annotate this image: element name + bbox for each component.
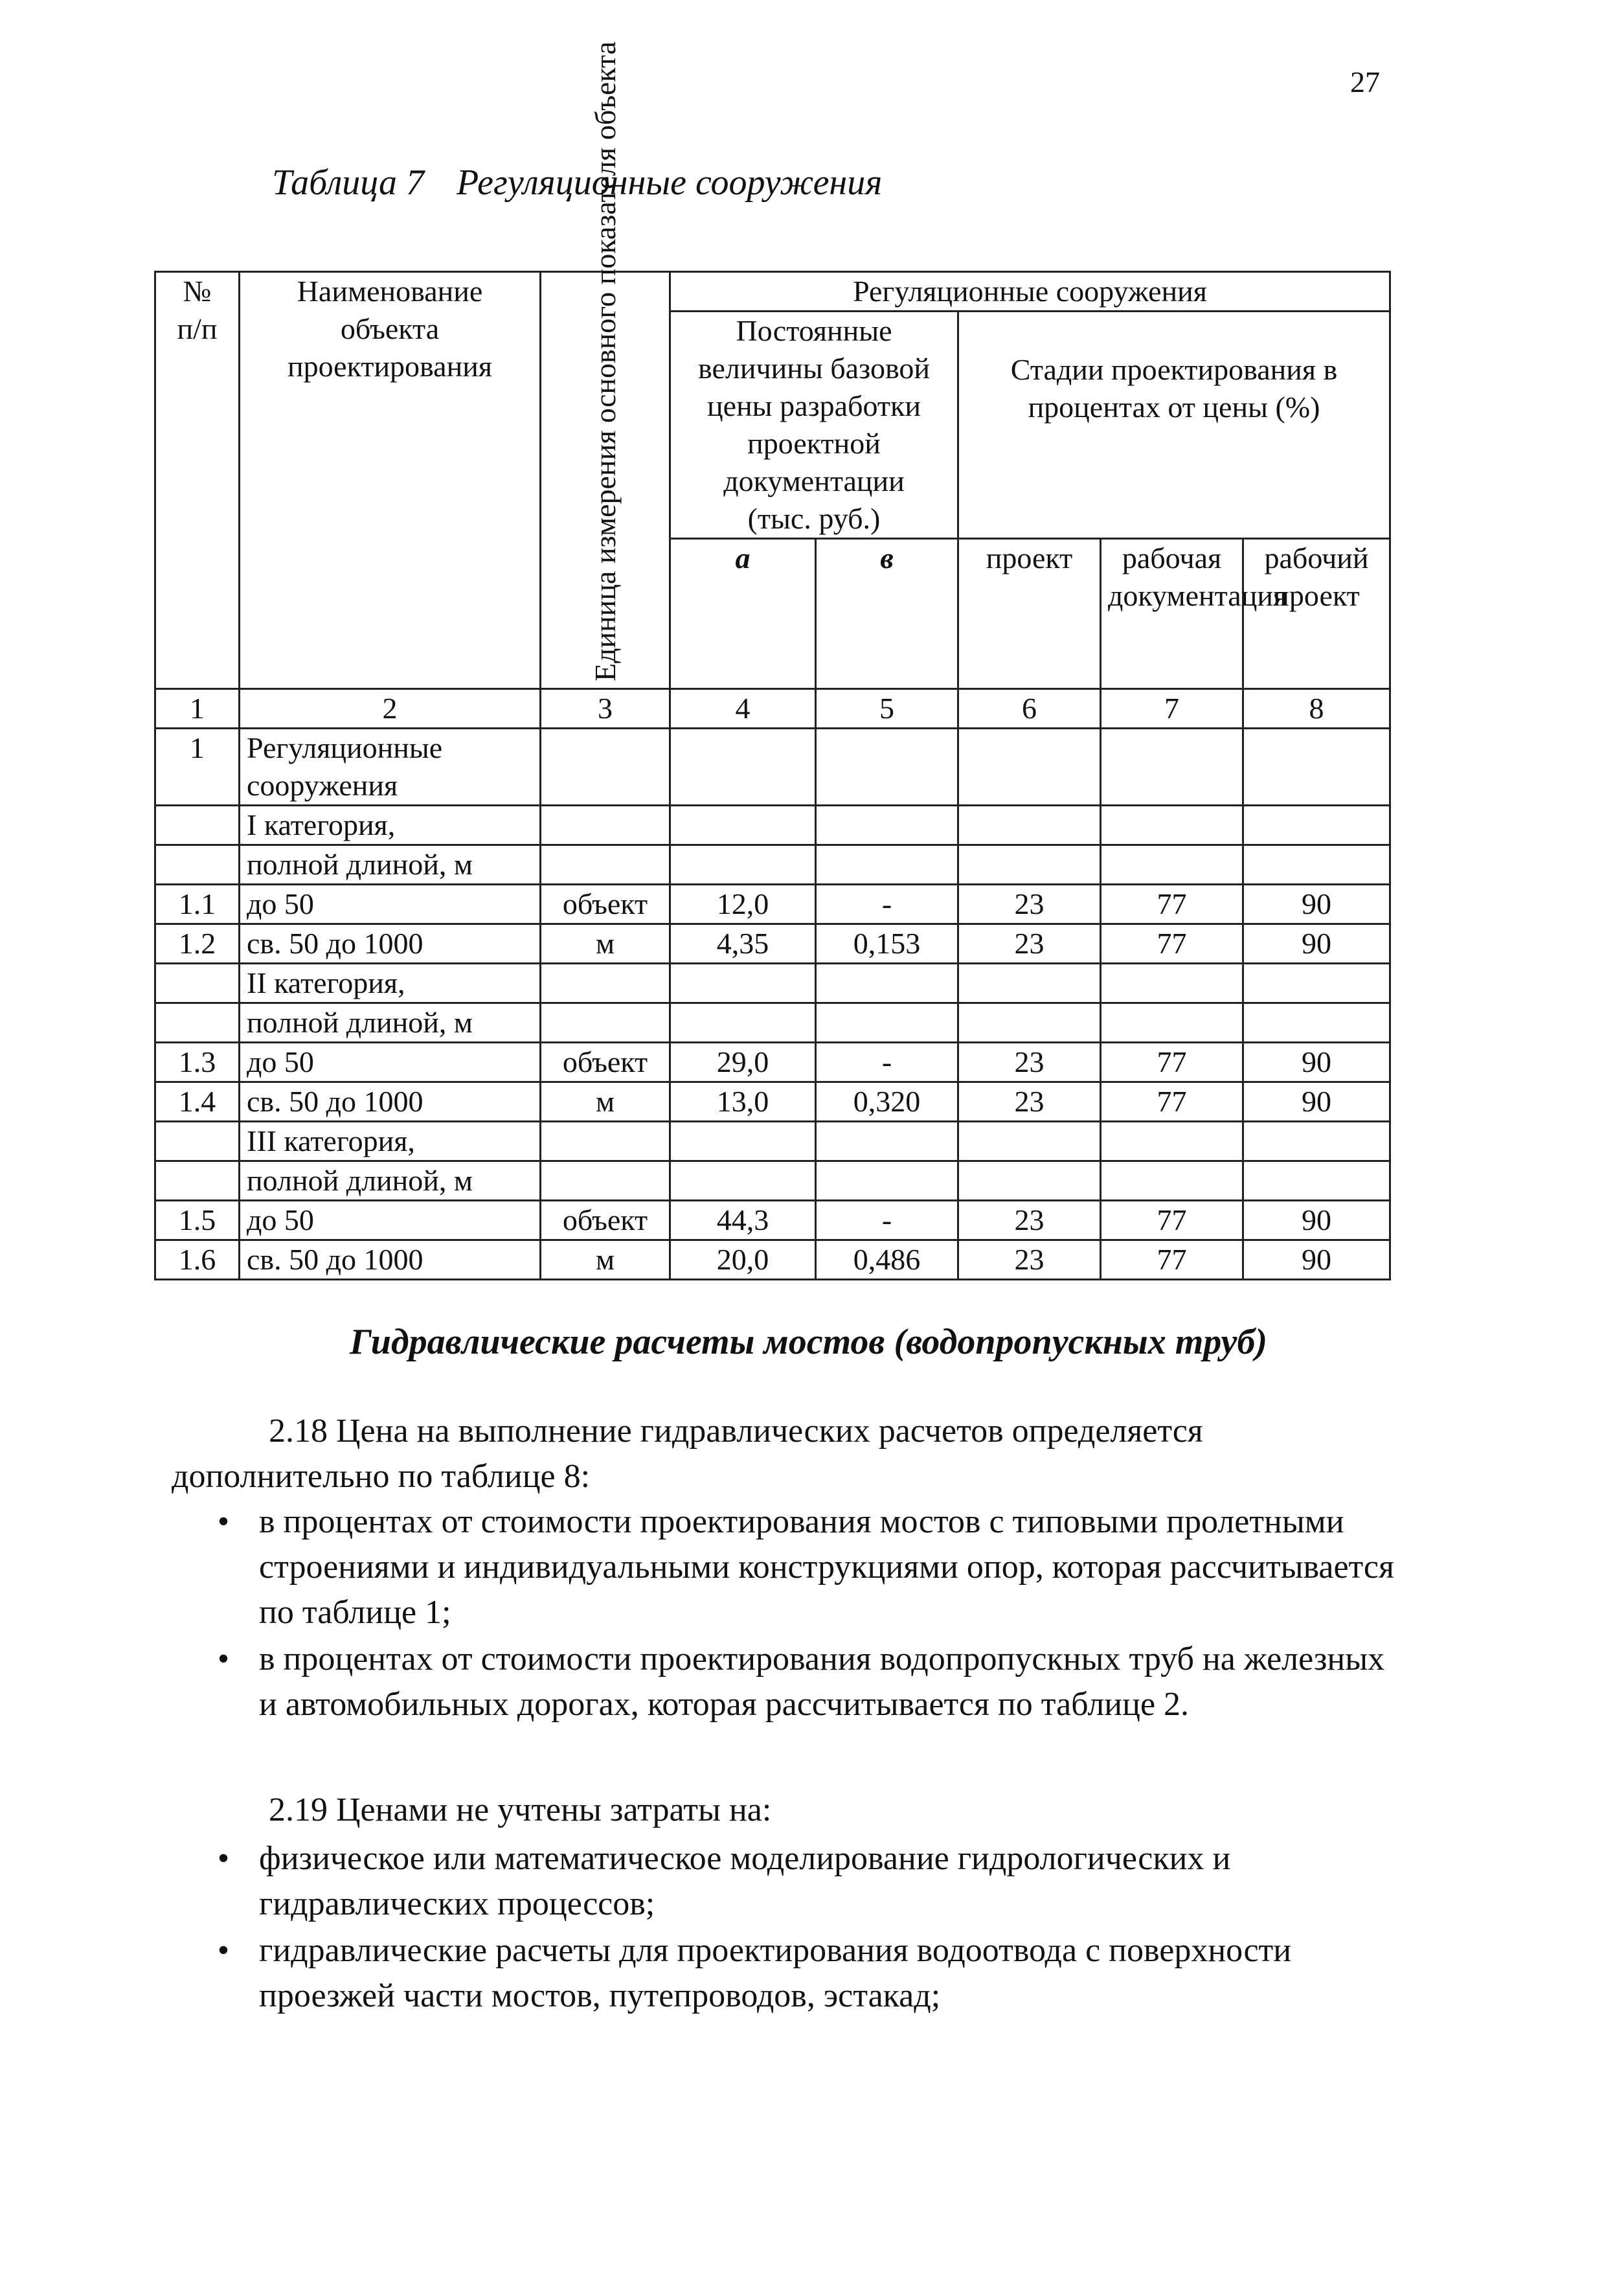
- row-b: [816, 964, 958, 1003]
- header-unit-text: Единица измерения основного показателя объекта: [588, 41, 622, 681]
- row-workproj: 90: [1243, 924, 1390, 964]
- row-a: 44,3: [670, 1201, 816, 1240]
- table-row: [155, 806, 1390, 845]
- header-stages: Стадии проектирования в процентах от цены (%): [958, 312, 1390, 539]
- row-a: [670, 806, 816, 845]
- col-number: 2: [240, 689, 541, 729]
- row-project: [958, 964, 1101, 1003]
- table-row: [155, 1122, 1390, 1161]
- row-b: -: [816, 1043, 958, 1082]
- row-workproj: [1243, 729, 1390, 806]
- row-workdoc: 77: [1101, 924, 1243, 964]
- row-name: до 50: [240, 885, 541, 924]
- header-const-unit: (тыс. руб.): [747, 502, 881, 535]
- row-workdoc: 77: [1101, 1201, 1243, 1240]
- header-a: а: [670, 539, 816, 689]
- bullet-list-2-19: [217, 1836, 1399, 2020]
- row-unit: объект: [541, 885, 670, 924]
- row-unit: м: [541, 1240, 670, 1280]
- col-number: 5: [816, 689, 958, 729]
- row-workdoc: 77: [1101, 885, 1243, 924]
- table-row: [155, 964, 1390, 1003]
- row-num: 1.1: [155, 885, 240, 924]
- row-b: [816, 1122, 958, 1161]
- bullet-dot-icon: •: [217, 1932, 230, 1969]
- table-row: [155, 729, 1390, 806]
- header-workdoc: рабочая документация: [1101, 539, 1243, 689]
- row-workdoc: 77: [1101, 1240, 1243, 1280]
- row-unit: м: [541, 1082, 670, 1122]
- row-project: [958, 1003, 1101, 1043]
- row-workdoc: [1101, 1003, 1243, 1043]
- row-workproj: [1243, 1122, 1390, 1161]
- paragraph-2-19: 2.19 Ценами не учтены затраты на:: [269, 1791, 772, 1828]
- row-a: [670, 845, 816, 885]
- row-b: [816, 1161, 958, 1201]
- row-project: 23: [958, 1082, 1101, 1122]
- header-b: в: [816, 539, 958, 689]
- row-workproj: 90: [1243, 1201, 1390, 1240]
- row-a: 20,0: [670, 1240, 816, 1280]
- row-unit: объект: [541, 1201, 670, 1240]
- col-number: 8: [1243, 689, 1390, 729]
- row-b: 0,486: [816, 1240, 958, 1280]
- col-number: 7: [1101, 689, 1243, 729]
- bullet-dot-icon: •: [217, 1503, 230, 1540]
- row-workproj: 90: [1243, 1240, 1390, 1280]
- row-project: [958, 1161, 1101, 1201]
- table-row: [155, 1082, 1390, 1122]
- row-project: [958, 729, 1101, 806]
- row-unit: [541, 964, 670, 1003]
- row-workdoc: 77: [1101, 1043, 1243, 1082]
- section-heading: Гидравлические расчеты мостов (водопропускных труб): [350, 1322, 1268, 1362]
- row-workproj: 90: [1243, 1082, 1390, 1122]
- row-project: 23: [958, 1043, 1101, 1082]
- bullet-list-2-18: [217, 1499, 1399, 1729]
- row-workdoc: [1101, 964, 1243, 1003]
- row-name: Регуляционные сооружения: [240, 729, 541, 806]
- row-unit: [541, 1161, 670, 1201]
- row-name: св. 50 до 1000: [240, 924, 541, 964]
- row-name: полной длиной, м: [240, 1003, 541, 1043]
- table-title: [272, 162, 882, 203]
- bullet-text: в процентах от стоимости проектирования водопропускных труб на железных и автомобильных дорогах, которая рассчитывается по таблице 2.: [259, 1641, 1385, 1723]
- row-a: [670, 1003, 816, 1043]
- col-number: 4: [670, 689, 816, 729]
- table-row: [155, 885, 1390, 924]
- row-a: 13,0: [670, 1082, 816, 1122]
- row-unit: [541, 806, 670, 845]
- paragraph-2-18: 2.18 Цена на выполнение гидравлических расчетов определяется дополнительно по таблице 8:: [172, 1413, 1203, 1495]
- row-workdoc: [1101, 845, 1243, 885]
- row-project: 23: [958, 1240, 1101, 1280]
- row-unit: [541, 729, 670, 806]
- header-num: № п/п: [155, 272, 240, 689]
- table-row: [155, 1201, 1390, 1240]
- row-name: II категория,: [240, 964, 541, 1003]
- row-project: 23: [958, 1201, 1101, 1240]
- row-project: [958, 806, 1101, 845]
- header-project: проект: [958, 539, 1101, 689]
- row-a: 4,35: [670, 924, 816, 964]
- row-num: [155, 1161, 240, 1201]
- row-name: св. 50 до 1000: [240, 1082, 541, 1122]
- row-num: [155, 964, 240, 1003]
- row-project: [958, 1122, 1101, 1161]
- row-num: 1.6: [155, 1240, 240, 1280]
- row-name: св. 50 до 1000: [240, 1240, 541, 1280]
- bullet-item: [217, 1928, 1399, 2019]
- row-a: [670, 729, 816, 806]
- row-num: [155, 806, 240, 845]
- row-workproj: 90: [1243, 1043, 1390, 1082]
- table-row: [155, 1003, 1390, 1043]
- column-numbers-row: [155, 689, 1390, 729]
- bullet-text: в процентах от стоимости проектирования мостов с типовыми пролетными строениями и индивидуальными конструкциями опор, которая рассчитывается по таблице 1;: [259, 1503, 1394, 1631]
- row-workproj: [1243, 845, 1390, 885]
- bullet-text: физическое или математическое моделирование гидрологических и гидравлических процессов;: [259, 1840, 1231, 1922]
- row-name: до 50: [240, 1043, 541, 1082]
- row-workdoc: [1101, 1122, 1243, 1161]
- row-a: 29,0: [670, 1043, 816, 1082]
- row-name: III категория,: [240, 1122, 541, 1161]
- header-unit: [541, 41, 670, 689]
- row-b: 0,320: [816, 1082, 958, 1122]
- row-unit: [541, 1122, 670, 1161]
- row-workdoc: [1101, 729, 1243, 806]
- row-a: [670, 964, 816, 1003]
- row-workdoc: 77: [1101, 1082, 1243, 1122]
- row-unit: [541, 845, 670, 885]
- row-b: [816, 806, 958, 845]
- row-num: [155, 845, 240, 885]
- row-num: 1.2: [155, 924, 240, 964]
- row-workproj: [1243, 964, 1390, 1003]
- header-workproj: рабочий проект: [1243, 539, 1390, 689]
- bullet-dot-icon: •: [217, 1840, 230, 1877]
- bullet-dot-icon: •: [217, 1641, 230, 1677]
- row-name: полной длиной, м: [240, 1161, 541, 1201]
- bullet-item: [217, 1499, 1399, 1635]
- row-project: [958, 845, 1101, 885]
- table-row: [155, 1161, 1390, 1201]
- row-b: [816, 845, 958, 885]
- col-number: 3: [541, 689, 670, 729]
- row-unit: м: [541, 924, 670, 964]
- col-number: 1: [155, 689, 240, 729]
- table-body: [155, 729, 1390, 1280]
- page-number: 27: [1350, 65, 1380, 98]
- row-workdoc: [1101, 1161, 1243, 1201]
- row-a: [670, 1161, 816, 1201]
- header-const: [670, 312, 958, 539]
- table-row: [155, 924, 1390, 964]
- row-num: 1.4: [155, 1082, 240, 1122]
- row-num: 1: [155, 729, 240, 806]
- table-title-prefix: Таблица 7: [272, 163, 424, 203]
- bullet-text: гидравлические расчеты для проектирования водоотвода с поверхности проезжей части мостов, путепроводов, эстакад;: [259, 1932, 1292, 2014]
- row-num: [155, 1122, 240, 1161]
- table-row: [155, 845, 1390, 885]
- row-num: 1.3: [155, 1043, 240, 1082]
- row-a: 12,0: [670, 885, 816, 924]
- row-workproj: [1243, 1161, 1390, 1201]
- row-name: до 50: [240, 1201, 541, 1240]
- table-title-name: Регуляционные сооружения: [457, 163, 883, 203]
- row-num: 1.5: [155, 1201, 240, 1240]
- row-workproj: [1243, 1003, 1390, 1043]
- table-row: [155, 1043, 1390, 1082]
- row-unit: объект: [541, 1043, 670, 1082]
- row-unit: [541, 1003, 670, 1043]
- row-b: -: [816, 885, 958, 924]
- row-name: полной длиной, м: [240, 845, 541, 885]
- row-a: [670, 1122, 816, 1161]
- header-const-text: Постоянные величины базовой цены разработки проектной документации: [698, 314, 930, 497]
- header-name: Наименование объекта проектирования: [240, 272, 541, 689]
- row-project: 23: [958, 885, 1101, 924]
- row-b: -: [816, 1201, 958, 1240]
- row-project: 23: [958, 924, 1101, 964]
- row-name: I категория,: [240, 806, 541, 845]
- bullet-item: [217, 1836, 1399, 1927]
- row-workproj: [1243, 806, 1390, 845]
- row-b: 0,153: [816, 924, 958, 964]
- row-b: [816, 1003, 958, 1043]
- bullet-item: [217, 1637, 1399, 1727]
- row-b: [816, 729, 958, 806]
- row-workdoc: [1101, 806, 1243, 845]
- table-row: [155, 1240, 1390, 1280]
- header-group: Регуляционные сооружения: [670, 272, 1390, 312]
- col-number: 6: [958, 689, 1101, 729]
- row-num: [155, 1003, 240, 1043]
- row-workproj: 90: [1243, 885, 1390, 924]
